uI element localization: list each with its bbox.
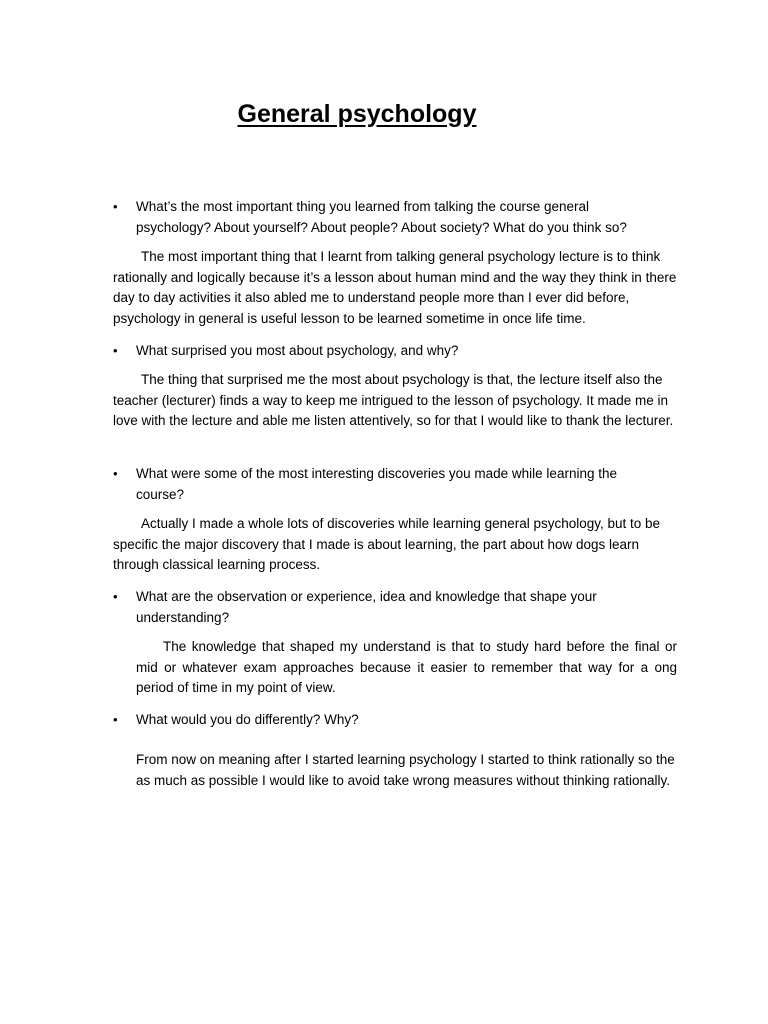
question-2: What surprised you most about psychology, and why?: [136, 343, 459, 358]
bullet-2: •: [113, 343, 118, 358]
question-3: What were some of the most interesting discoveries you made while learning the course?: [136, 466, 617, 502]
question-1: What’s the most important thing you learned from talking the course general psychology? About yourself? About people? About society? What do you think so?: [136, 199, 627, 235]
answer-1: The most important thing that I learnt from talking general psychology lecture is to think rationally and logically because it’s a lesson about human mind and the way they think in there day to day activities it also abled me to understand people more than I ever did before, psychology in general is useful lesson to be learned sometime in once life time.: [113, 249, 677, 327]
answer-2: The thing that surprised me the most about psychology is that, the lecture itself also the teacher (lecturer) finds a way to keep me intrigued to the lesson of psychology. It made me in love with the lecture and able me listen attentively, so for that I would like to thank the lecturer.: [113, 372, 674, 429]
answer-3: Actually I made a whole lots of discoveries while learning general psychology, but to be specific the major discovery that I made is about learning, the part about how dogs learn through classical learning process.: [113, 516, 661, 573]
bullet-5: •: [113, 712, 118, 727]
question-5: What would you do differently? Why?: [136, 712, 359, 727]
bullet-3: •: [113, 466, 118, 481]
answer-4: The knowledge that shaped my understand is that to study hard before the final or mid or whatever exam approaches because it easier to remember that way for a ong period of time in my point of view.: [136, 639, 677, 696]
bullet-1: •: [113, 199, 118, 214]
document-title: General psychology: [237, 100, 477, 128]
answer-5: From now on meaning after I started learning psychology I started to think rationally so the as much as possible I would like to avoid take wrong measures without thinking rationally.: [136, 752, 675, 788]
question-4: What are the observation or experience, idea and knowledge that shape your understanding?: [136, 589, 597, 625]
bullet-4: •: [113, 589, 118, 604]
